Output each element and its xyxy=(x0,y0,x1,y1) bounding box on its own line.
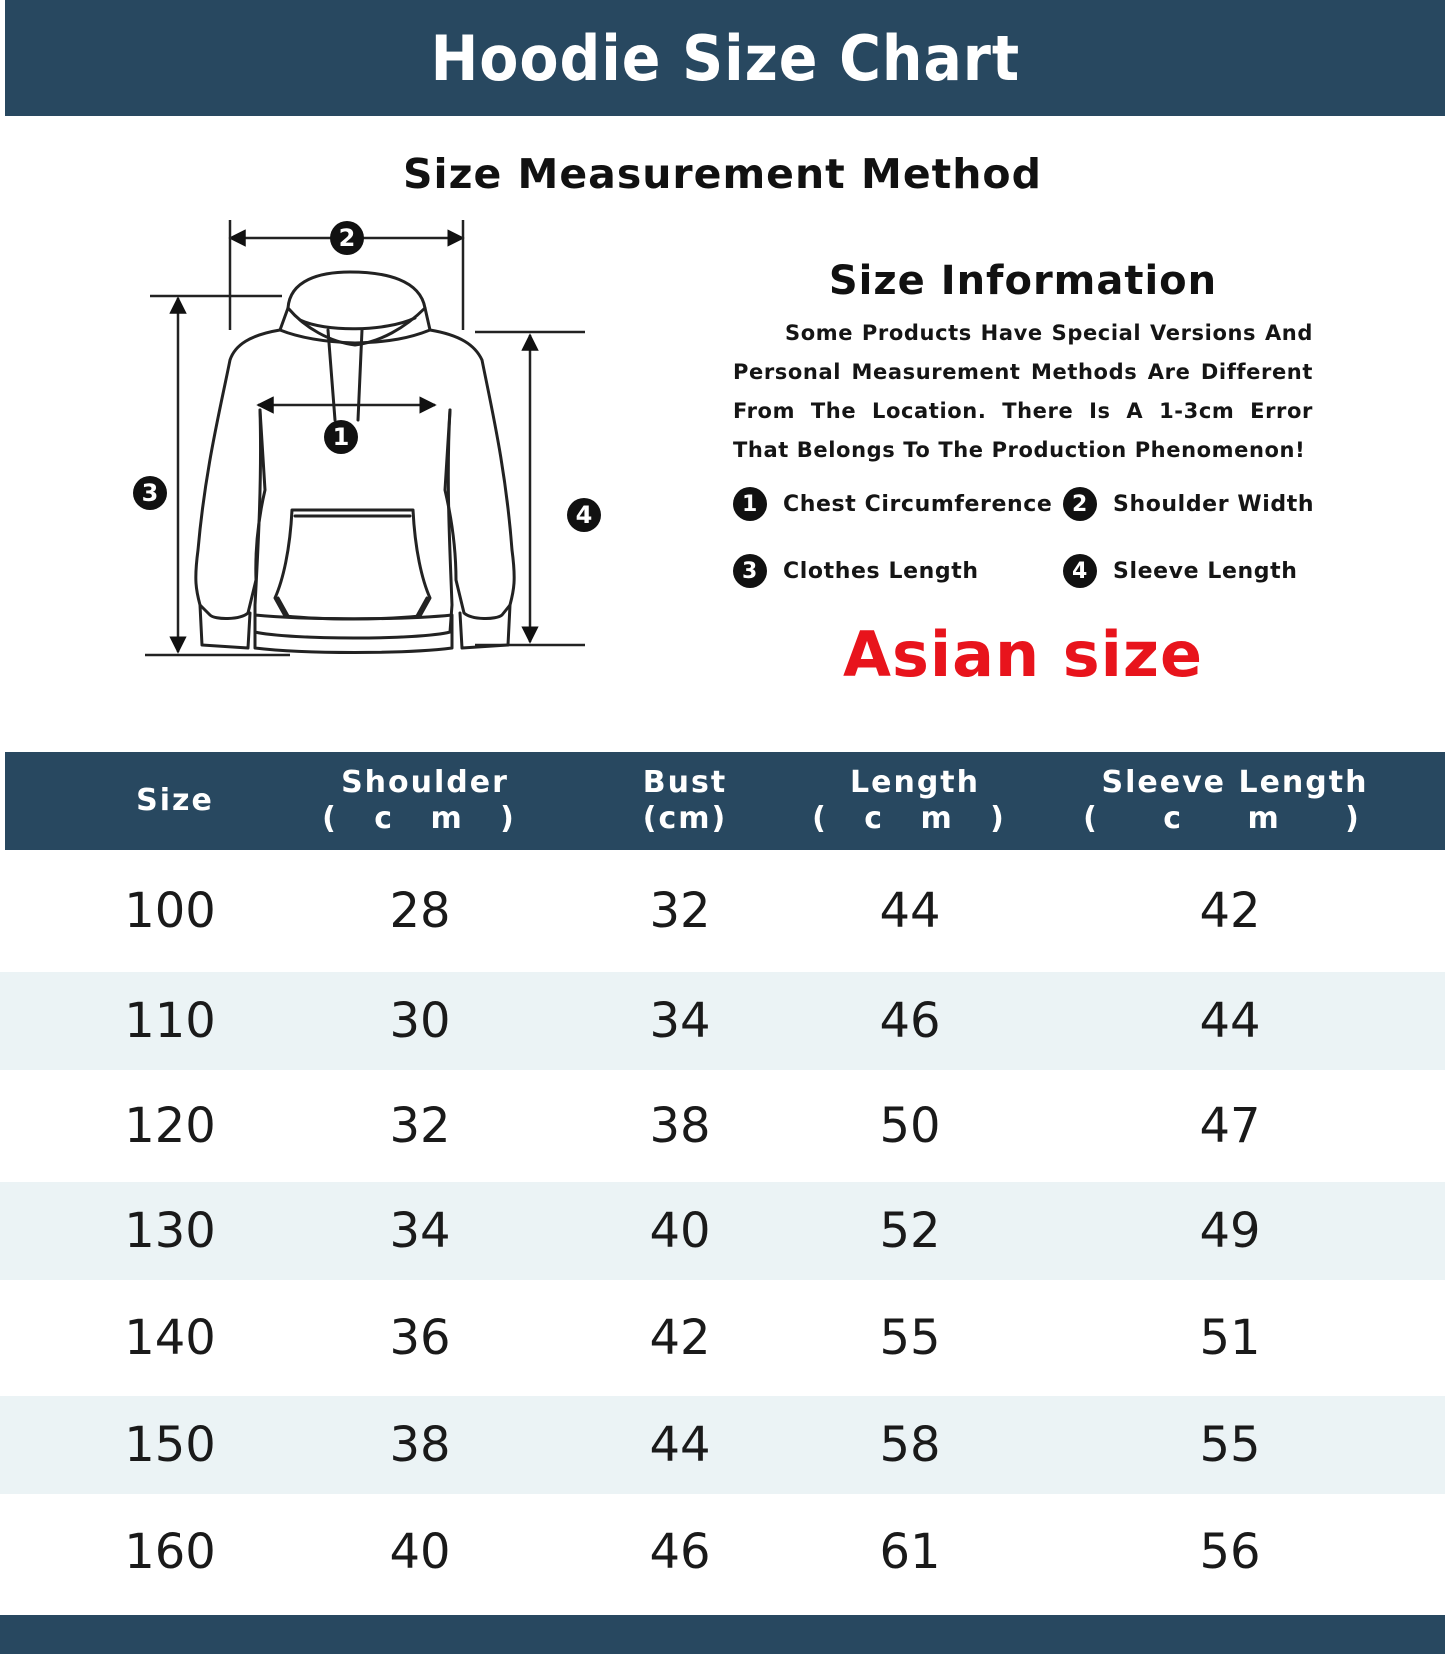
legend-label: Shoulder Width xyxy=(1113,491,1315,517)
marker-chest: 1 xyxy=(324,420,358,454)
column-header-label: Size xyxy=(136,783,214,818)
legend-number: 1 xyxy=(733,487,767,521)
table-row xyxy=(0,1494,1445,1610)
table-row xyxy=(0,1280,1445,1396)
marker-sleeve-length: 4 xyxy=(567,498,601,532)
cell-length: 55 xyxy=(879,1310,941,1366)
legend-number: 4 xyxy=(1063,554,1097,588)
table-row xyxy=(0,1182,1445,1280)
cell-bust: 46 xyxy=(649,1524,711,1580)
cell-sleeve-length: 56 xyxy=(1199,1524,1261,1580)
cell-size: 140 xyxy=(124,1310,216,1366)
cell-length: 61 xyxy=(879,1524,941,1580)
cell-shoulder: 32 xyxy=(389,1098,451,1154)
cell-bust: 42 xyxy=(649,1310,711,1366)
cell-size: 150 xyxy=(124,1417,216,1473)
legend-item-sleeve-length xyxy=(1063,554,1297,588)
cell-shoulder: 34 xyxy=(389,1203,451,1259)
column-header-unit: ( c m ) xyxy=(322,801,528,836)
table-row xyxy=(0,850,1445,972)
cell-length: 52 xyxy=(879,1203,941,1259)
cell-sleeve-length: 51 xyxy=(1199,1310,1261,1366)
size-table-body xyxy=(0,850,1445,1610)
column-header-label: Length xyxy=(850,765,980,800)
asian-size-note: Asian size xyxy=(843,618,1203,691)
legend-item-shoulder xyxy=(1063,487,1314,521)
cell-shoulder: 30 xyxy=(389,993,451,1049)
cell-size: 100 xyxy=(124,883,216,939)
legend-item-chest xyxy=(733,487,1052,521)
table-row xyxy=(0,1070,1445,1182)
cell-bust: 44 xyxy=(649,1417,711,1473)
marker-clothes-length: 3 xyxy=(133,476,167,510)
column-header-unit: ( c m ) xyxy=(1083,801,1387,836)
hoodie-outline-image xyxy=(130,220,630,700)
legend-label: Sleeve Length xyxy=(1113,558,1298,584)
cell-length: 50 xyxy=(879,1098,941,1154)
size-information xyxy=(733,258,1313,470)
column-header-sleeve-length xyxy=(1065,752,1405,850)
size-information-text: Some Products Have Special Versions And Personal Measurement Methods Are Different From The Location. There Is A 1-3cm Error That Belongs To The Production Phenomenon! xyxy=(733,321,1313,462)
column-header-length xyxy=(795,752,1035,850)
column-header-shoulder xyxy=(305,752,545,850)
cell-bust: 32 xyxy=(649,883,711,939)
legend-label: Clothes Length xyxy=(783,558,979,584)
column-header-label: Bust xyxy=(642,765,728,800)
cell-sleeve-length: 42 xyxy=(1199,883,1261,939)
cell-sleeve-length: 47 xyxy=(1199,1098,1261,1154)
cell-size: 120 xyxy=(124,1098,216,1154)
column-header-label: Shoulder xyxy=(341,765,509,800)
legend-label: Chest Circumference xyxy=(783,491,1053,517)
cell-length: 44 xyxy=(879,883,941,939)
table-row xyxy=(0,972,1445,1070)
title-banner xyxy=(5,0,1445,116)
cell-size: 110 xyxy=(124,993,216,1049)
cell-shoulder: 40 xyxy=(389,1524,451,1580)
cell-size: 130 xyxy=(124,1203,216,1259)
cell-sleeve-length: 49 xyxy=(1199,1203,1261,1259)
legend-number: 3 xyxy=(733,554,767,588)
marker-shoulder: 2 xyxy=(330,221,364,255)
cell-bust: 38 xyxy=(649,1098,711,1154)
cell-shoulder: 28 xyxy=(389,883,451,939)
page-title: Hoodie Size Chart xyxy=(430,21,1020,95)
footer-bar xyxy=(0,1615,1445,1654)
measurement-legend xyxy=(733,485,1333,595)
hoodie-diagram xyxy=(130,220,630,700)
cell-sleeve-length: 44 xyxy=(1199,993,1261,1049)
cell-shoulder: 38 xyxy=(389,1417,451,1473)
cell-size: 160 xyxy=(124,1524,216,1580)
cell-sleeve-length: 55 xyxy=(1199,1417,1261,1473)
legend-number: 2 xyxy=(1063,487,1097,521)
legend-item-clothes-length xyxy=(733,554,979,588)
cell-length: 46 xyxy=(879,993,941,1049)
size-information-title: Size Information xyxy=(828,258,1218,304)
column-header-unit: ( c m ) xyxy=(812,801,1018,836)
table-header xyxy=(5,752,1445,850)
cell-bust: 40 xyxy=(649,1203,711,1259)
cell-bust: 34 xyxy=(649,993,711,1049)
cell-shoulder: 36 xyxy=(389,1310,451,1366)
column-header-label: Sleeve Length xyxy=(1101,765,1369,800)
table-row xyxy=(0,1396,1445,1494)
cell-length: 58 xyxy=(879,1417,941,1473)
column-header-unit: (cm) xyxy=(642,801,728,836)
column-header-size xyxy=(65,752,285,850)
column-header-bust xyxy=(565,752,805,850)
measurement-method-title: Size Measurement Method xyxy=(403,150,1042,198)
